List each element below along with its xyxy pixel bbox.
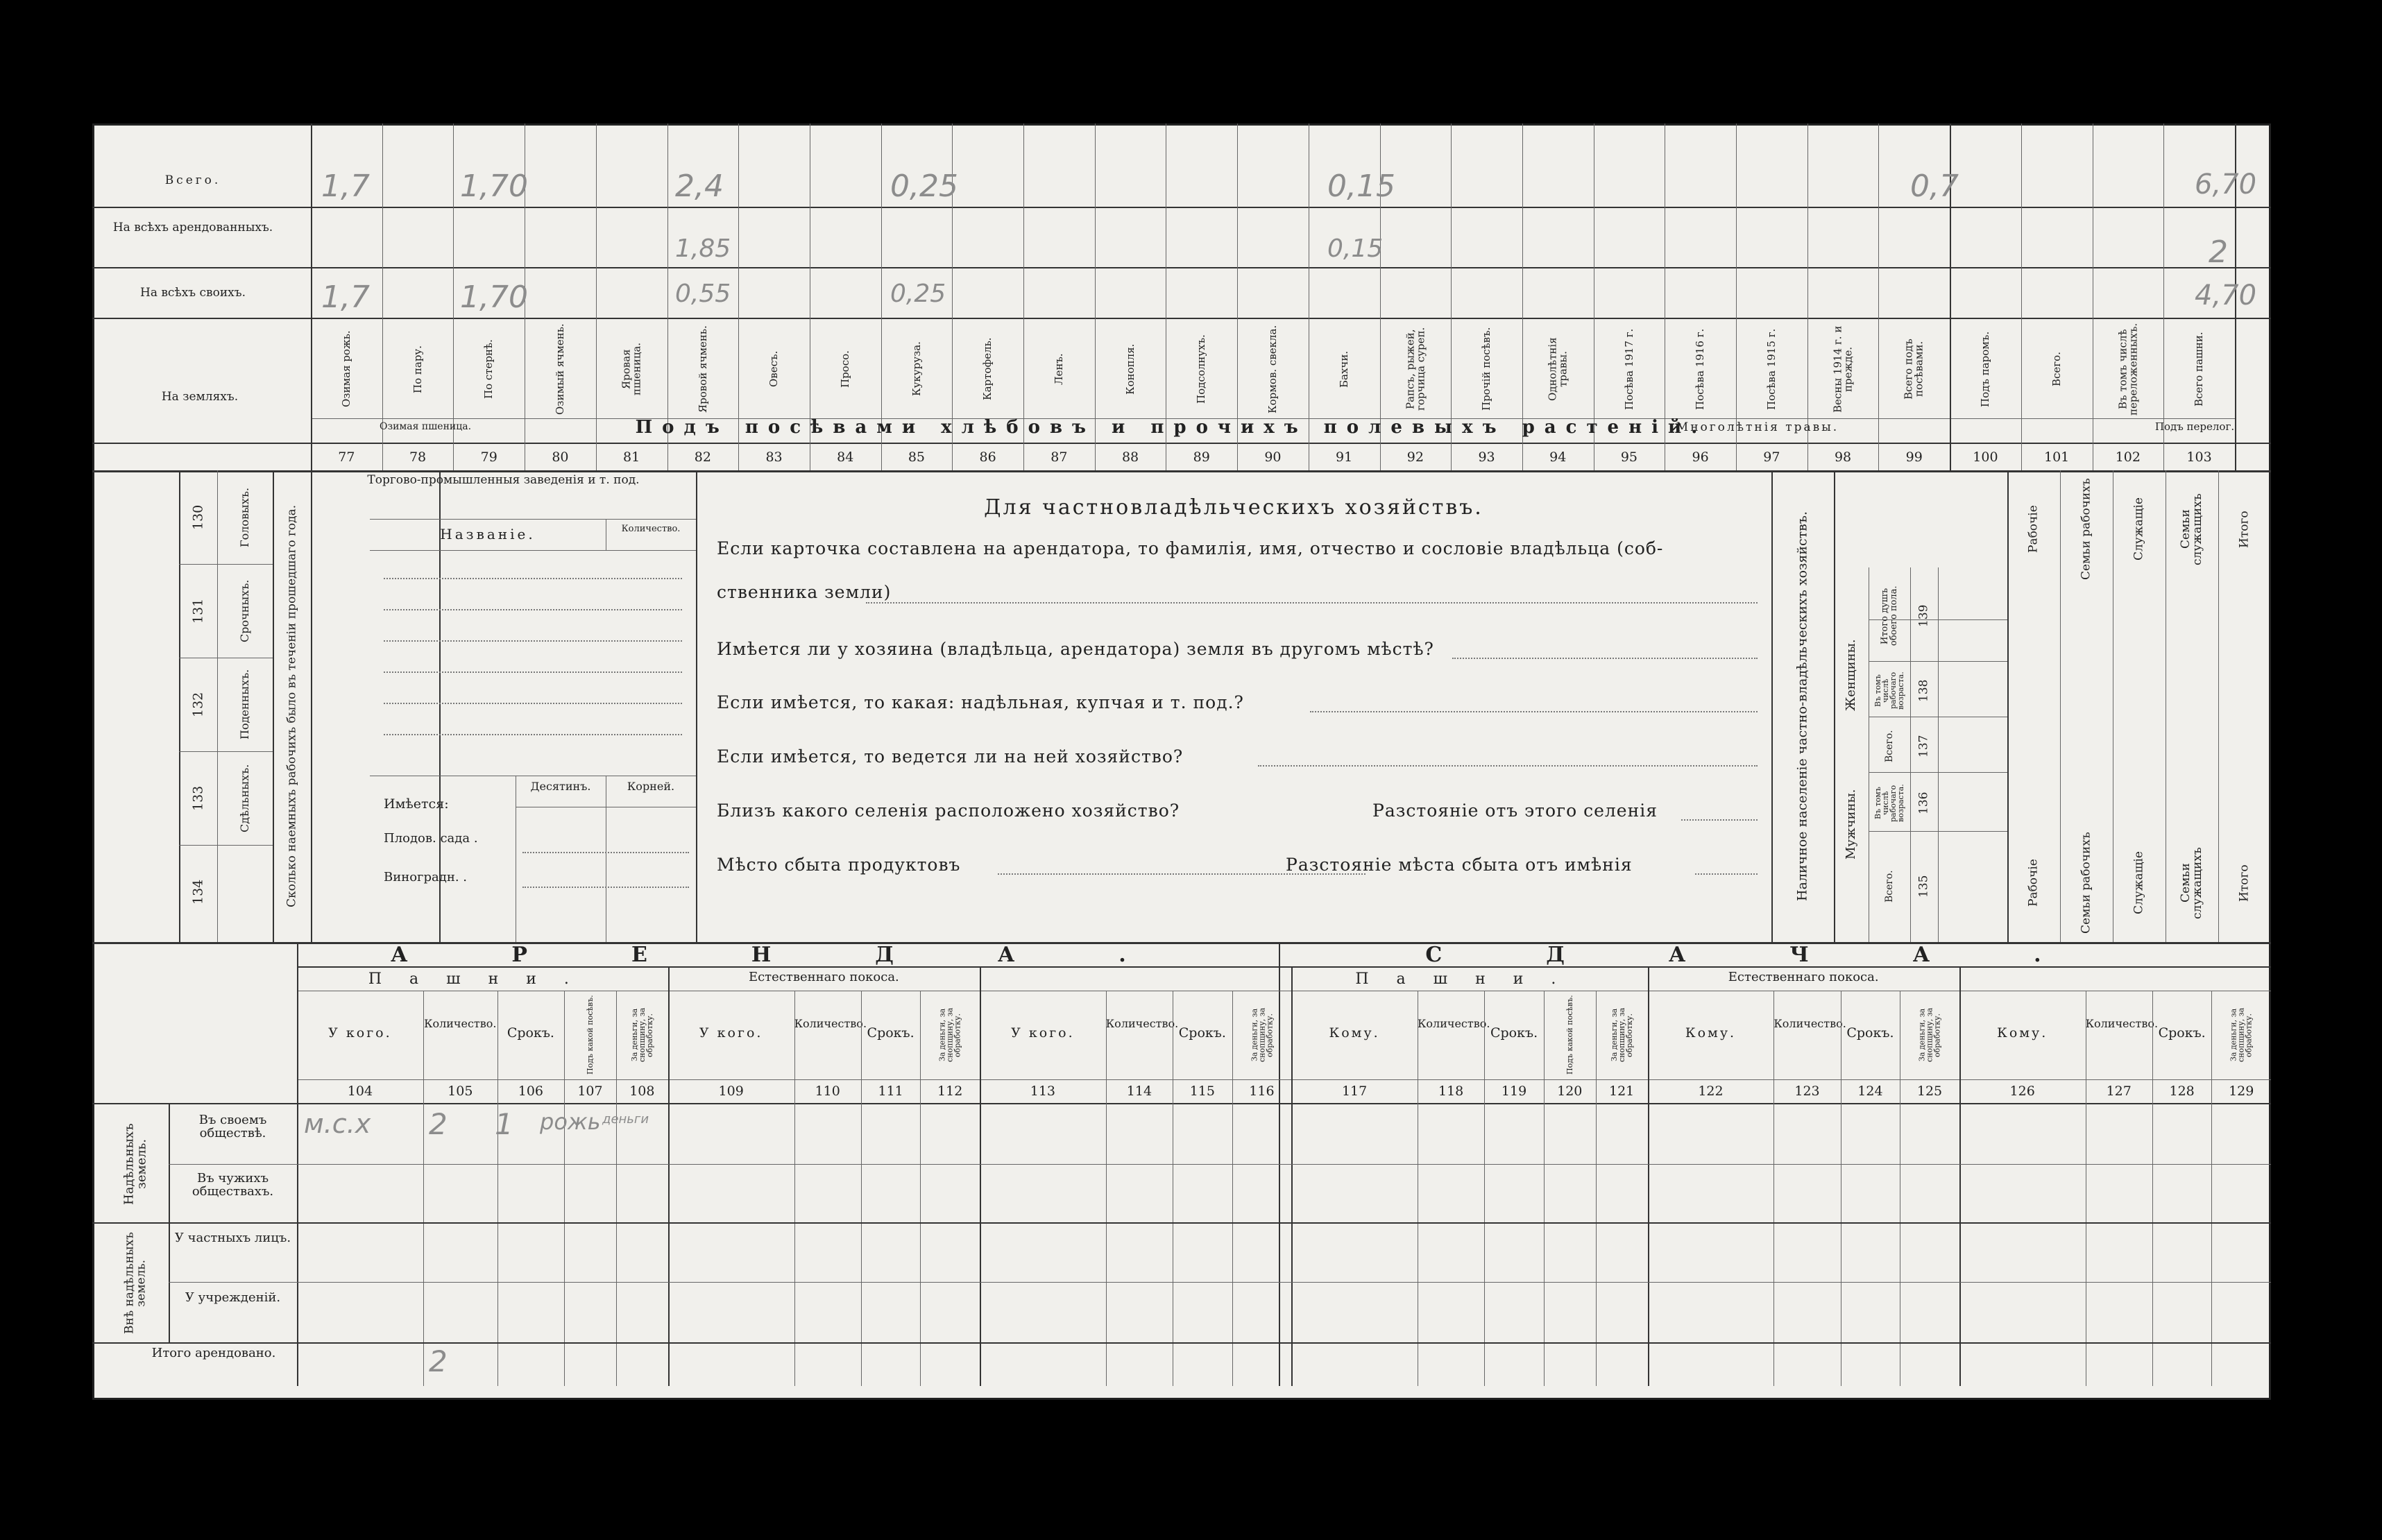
lease-col-header: Количество. bbox=[1773, 1017, 1846, 1030]
workers-col-header: Рабочіе bbox=[2026, 505, 2041, 554]
row-label-arend: На всѣхъ арендованныхъ. bbox=[112, 221, 273, 234]
answer-line[interactable] bbox=[1310, 711, 1758, 712]
rule bbox=[92, 207, 2271, 208]
population-title: Наличное населеніе частно-владѣльческихъ хозяйствъ. bbox=[1794, 511, 1810, 901]
label-sdelnykh: Сдѣльныхъ. bbox=[238, 764, 251, 832]
hw-total: 2 bbox=[429, 1344, 448, 1378]
rule bbox=[311, 123, 312, 470]
vineyards-label: Виноградн. . bbox=[384, 870, 467, 884]
column-number: 81 bbox=[623, 450, 640, 465]
hw-vsego-3: 2,4 bbox=[675, 169, 724, 204]
column-number: 92 bbox=[1406, 450, 1424, 465]
rule bbox=[1773, 991, 1774, 1386]
column-number: 119 bbox=[1501, 1084, 1527, 1099]
pop-women-total: Всего. bbox=[1884, 730, 1895, 762]
hw-svoi-1: 1,7 bbox=[321, 280, 370, 315]
row-total-leased: Итого арендовано. bbox=[151, 1346, 276, 1360]
lease-col-header: У кого. bbox=[699, 1025, 763, 1041]
question-1a: Если карточка составлена на арендатора, то фамилія, имя, отчество и сословіе владѣльца (соб- bbox=[717, 538, 1664, 558]
pop-men-working: Въ томъ числѣ рабочаго возраста. bbox=[1873, 784, 1905, 823]
rule bbox=[384, 609, 682, 610]
column-number: 109 bbox=[718, 1084, 744, 1099]
lease-col-header: За деньги, за снопщину, за обработку. bbox=[1249, 1007, 1274, 1063]
col-num-134: 134 bbox=[190, 879, 206, 905]
rule bbox=[497, 991, 498, 1386]
rule bbox=[1869, 772, 2007, 773]
lease-col-header: За деньги, за снопщину, за обработку. bbox=[629, 1007, 654, 1063]
row-label-vsego: Всего. bbox=[164, 173, 221, 187]
label-srochnykh: Срочныхъ. bbox=[238, 579, 251, 642]
row-label-zemli: На земляхъ. bbox=[161, 390, 239, 404]
column-number: 106 bbox=[518, 1084, 544, 1099]
rule bbox=[2163, 123, 2164, 470]
question-1b: ственника земли) bbox=[717, 582, 892, 602]
rule bbox=[92, 470, 2271, 472]
hw-crop: рожь bbox=[540, 1109, 601, 1135]
col-num-130: 130 bbox=[190, 504, 206, 530]
hw-svoi-5: 4,70 bbox=[2195, 280, 2257, 311]
crop-header: Кормов. свекла. bbox=[1266, 325, 1279, 413]
rule bbox=[370, 550, 696, 551]
hired-workers-label: Сколько наемныхъ рабочихъ было въ теченіи прошедшаго года. bbox=[284, 504, 299, 908]
column-number: 104 bbox=[347, 1084, 373, 1099]
crop-header: Всего. bbox=[2050, 352, 2063, 386]
arenda-title: АРЕНДА. bbox=[391, 943, 1230, 967]
column-number: 97 bbox=[1763, 450, 1780, 465]
rule bbox=[217, 470, 218, 942]
workers-col-header: Итого bbox=[2237, 864, 2252, 902]
rule bbox=[92, 443, 2271, 444]
rule bbox=[92, 1222, 2271, 1224]
column-number: 91 bbox=[1336, 450, 1353, 465]
column-number: 83 bbox=[765, 450, 783, 465]
sdacha-title: СДАЧА. bbox=[1425, 943, 2145, 967]
answer-line[interactable] bbox=[1681, 819, 1758, 821]
crop-header: Подъ паромъ. bbox=[1978, 331, 1991, 407]
question-5b: Разстояніе отъ этого селенія bbox=[1372, 801, 1658, 821]
dessiatin-header: Десятинъ. bbox=[530, 780, 591, 793]
lease-col-header: Кому. bbox=[1329, 1025, 1380, 1041]
rule bbox=[92, 1342, 2271, 1344]
column-number: 89 bbox=[1193, 450, 1210, 465]
rule bbox=[861, 991, 862, 1386]
orchards-label: Плодов. сада . bbox=[384, 831, 478, 846]
column-number: 117 bbox=[1341, 1084, 1368, 1099]
rule bbox=[2007, 470, 2009, 942]
rule bbox=[384, 578, 682, 579]
question-3: Если имѣется, то какая: надѣльная, купчая и т. под.? bbox=[717, 692, 1244, 712]
nadel-label: Надѣльныхъ земель. bbox=[121, 1123, 149, 1205]
column-number: 124 bbox=[1857, 1084, 1883, 1099]
crop-header: Картофель. bbox=[981, 337, 994, 401]
label-golovykh: Головыхъ. bbox=[238, 487, 251, 547]
rule bbox=[1938, 567, 1939, 942]
rule bbox=[696, 470, 697, 942]
rule bbox=[2021, 123, 2022, 470]
workers-col-header: Служащіе bbox=[2132, 497, 2146, 561]
crop-header: Бахчи. bbox=[1337, 350, 1350, 388]
rule bbox=[92, 1103, 2271, 1104]
crop-header: Озимая рожь. bbox=[339, 330, 352, 408]
row-private-persons: У частныхъ лицъ. bbox=[174, 1231, 291, 1245]
question-2: Имѣется ли у хозяина (владѣльца, арендатора) земля въ другомъ мѣстѣ? bbox=[717, 639, 1434, 659]
crop-header: Кукуруза. bbox=[910, 341, 923, 397]
census-card bbox=[92, 123, 2271, 1400]
lease-col-header: Количество. bbox=[1105, 1017, 1179, 1030]
rule bbox=[1910, 567, 1911, 942]
rule bbox=[564, 991, 565, 1386]
column-number: 87 bbox=[1050, 450, 1068, 465]
crop-header: Ленъ. bbox=[1052, 353, 1065, 385]
private-title: Для частновладѣльческихъ хозяйствъ. bbox=[984, 495, 1483, 520]
column-number: 96 bbox=[1692, 450, 1709, 465]
hw-vsego-4: 0,25 bbox=[890, 169, 958, 204]
lease-col-header: Количество. bbox=[1418, 1017, 1490, 1030]
crop-header: Въ томъ числѣ переложенныхъ. bbox=[2116, 323, 2139, 416]
row-label-svoi: На всѣхъ своихъ. bbox=[140, 286, 246, 300]
col-num-137: 137 bbox=[1916, 735, 1931, 758]
workers-col-header: Семьи служащихъ bbox=[2179, 847, 2204, 919]
lease-col-header: За деньги, за снопщину, за обработку. bbox=[2229, 1007, 2254, 1063]
lease-col-header: Количество. bbox=[794, 1017, 867, 1030]
roots-header: Корней. bbox=[627, 780, 675, 793]
lease-col-header: Срокъ. bbox=[867, 1025, 914, 1041]
col-num-132: 132 bbox=[190, 692, 206, 717]
lease-col-header: Кому. bbox=[1685, 1025, 1737, 1041]
group-perennial: Многолѣтнія травы. bbox=[1676, 420, 1839, 434]
question-6a: Мѣсто сбыта продуктовъ bbox=[717, 855, 961, 875]
column-number: 88 bbox=[1121, 450, 1139, 465]
rule bbox=[297, 1079, 2271, 1080]
column-number: 107 bbox=[577, 1084, 603, 1099]
rule bbox=[370, 519, 696, 520]
answer-line[interactable] bbox=[1258, 765, 1758, 767]
col-num-136: 136 bbox=[1916, 792, 1931, 815]
rule bbox=[179, 564, 273, 565]
rule bbox=[92, 267, 2271, 268]
col-num-138: 138 bbox=[1916, 679, 1931, 702]
rule bbox=[2060, 470, 2061, 942]
column-number: 82 bbox=[694, 450, 711, 465]
column-number: 118 bbox=[1438, 1084, 1464, 1099]
answer-line[interactable] bbox=[1452, 658, 1758, 659]
column-number: 113 bbox=[1030, 1084, 1056, 1099]
rule bbox=[1544, 991, 1545, 1386]
hw-vsego-2: 1,70 bbox=[460, 169, 528, 204]
lease-col-header: Срокъ. bbox=[1846, 1025, 1894, 1041]
rule bbox=[179, 470, 180, 942]
column-number: 86 bbox=[979, 450, 996, 465]
hw-vsego-7: 6,70 bbox=[2195, 169, 2257, 200]
rule bbox=[522, 887, 689, 888]
crop-header: Яровая пшеница. bbox=[620, 342, 643, 396]
row-other-society: Въ чужихъ обществахъ. bbox=[192, 1171, 274, 1199]
rule bbox=[1869, 831, 2007, 832]
crop-header: Посѣва 1917 г. bbox=[1622, 328, 1635, 410]
rule bbox=[92, 318, 2271, 319]
rule bbox=[1232, 991, 1233, 1386]
lease-subgroup: Естественнаго покоса. bbox=[1728, 970, 1879, 984]
crop-header: Посѣва 1916 г. bbox=[1694, 328, 1707, 410]
trade-qty-header: Количество. bbox=[621, 524, 681, 534]
rule bbox=[2152, 991, 2153, 1386]
lease-subgroup: Пашни. bbox=[1355, 970, 1584, 988]
hw-svoi-4: 0,25 bbox=[890, 280, 946, 308]
rule bbox=[179, 751, 273, 752]
hw-vsego-1: 1,7 bbox=[321, 169, 370, 204]
lease-col-header: Подъ какой посѣвъ. bbox=[1565, 995, 1574, 1075]
rule bbox=[522, 852, 689, 853]
rule bbox=[2218, 470, 2219, 942]
label-podennykh: Поденныхъ. bbox=[238, 669, 251, 740]
column-number: 122 bbox=[1698, 1084, 1724, 1099]
workers-col-header: Служащіе bbox=[2132, 851, 2146, 915]
pop-women: Женщины. bbox=[1844, 639, 1858, 711]
row-institutions: У учрежденій. bbox=[185, 1290, 281, 1305]
column-number: 110 bbox=[815, 1084, 840, 1099]
rule bbox=[1869, 661, 2007, 662]
col-num-133: 133 bbox=[190, 785, 206, 811]
lease-col-header: Срокъ. bbox=[507, 1025, 554, 1041]
column-number: 80 bbox=[552, 450, 569, 465]
rule bbox=[384, 734, 682, 735]
pop-women-working: Въ томъ числѣ рабочаго возраста. bbox=[1873, 671, 1905, 710]
crop-header: Однолѣтнія травы. bbox=[1546, 337, 1569, 401]
crop-header: Прочій посѣвъ. bbox=[1480, 327, 1493, 411]
hw-qty: 2 bbox=[429, 1107, 448, 1141]
pop-men-total: Всего. bbox=[1884, 870, 1895, 903]
rule bbox=[920, 991, 921, 1386]
rule bbox=[1106, 991, 1107, 1386]
pop-total-header: Итого душъ обоего пола. bbox=[1880, 585, 1899, 647]
rule bbox=[169, 1282, 2271, 1283]
rule bbox=[311, 470, 312, 942]
workers-col-header: Рабочіе bbox=[2026, 859, 2041, 907]
column-number: 120 bbox=[1557, 1084, 1583, 1099]
lease-col-header: За деньги, за снопщину, за обработку. bbox=[1609, 1007, 1634, 1063]
column-number: 98 bbox=[1834, 450, 1852, 465]
lease-col-header: У кого. bbox=[1011, 1025, 1075, 1041]
rule bbox=[382, 123, 383, 470]
rule bbox=[179, 845, 273, 846]
trade-title: Торгово-промышленныя заведенія и т. под. bbox=[367, 473, 640, 487]
lease-col-header: У кого. bbox=[328, 1025, 392, 1041]
lease-col-header: За деньги, за снопщину, за обработку. bbox=[937, 1007, 962, 1063]
row-own-society: Въ своемъ обществѣ. bbox=[198, 1113, 267, 1140]
pop-men: Мужчины. bbox=[1844, 789, 1858, 859]
rule bbox=[1596, 991, 1597, 1386]
rule bbox=[384, 703, 682, 704]
col-num-139: 139 bbox=[1916, 604, 1931, 628]
workers-col-header: Семьи служащихъ bbox=[2179, 493, 2204, 565]
lease-col-header: За деньги, за снопщину, за обработку. bbox=[1917, 1007, 1942, 1063]
column-number: 108 bbox=[629, 1084, 655, 1099]
answer-line[interactable] bbox=[1695, 873, 1758, 875]
question-5a: Близъ какого селенія расположено хозяйство? bbox=[717, 801, 1180, 821]
crop-header: Посѣва 1915 г. bbox=[1764, 328, 1778, 410]
rule bbox=[423, 991, 424, 1386]
lease-subgroup: Пашни. bbox=[368, 970, 597, 988]
band-title: Подъ посѣвами хлѣбовъ и прочихъ полевыхъ растеній. bbox=[635, 418, 1708, 438]
rule bbox=[616, 991, 617, 1386]
workers-col-header: Семьи рабочихъ bbox=[2079, 478, 2093, 581]
hw-svoi-3: 0,55 bbox=[675, 280, 731, 308]
rule bbox=[1484, 991, 1485, 1386]
lease-subgroup: Естественнаго покоса. bbox=[748, 970, 899, 984]
lease-col-header: Кому. bbox=[1997, 1025, 2048, 1041]
hw-vsego-6: 0,7 bbox=[1910, 169, 1959, 204]
column-number: 103 bbox=[2186, 450, 2212, 465]
workers-col-header: Семьи рабочихъ bbox=[2079, 832, 2093, 934]
crop-header: Яровой ячмень. bbox=[696, 325, 709, 413]
crop-header: Озимый ячмень. bbox=[553, 323, 566, 415]
column-number: 123 bbox=[1794, 1084, 1820, 1099]
rule bbox=[169, 1164, 2271, 1165]
crop-header: Подсолнухъ. bbox=[1195, 334, 1208, 404]
column-number: 128 bbox=[2169, 1084, 2195, 1099]
column-number: 84 bbox=[837, 450, 854, 465]
column-number: 99 bbox=[1905, 450, 1923, 465]
hw-terms: деньги bbox=[602, 1112, 649, 1127]
hw-arend-3: 2 bbox=[2209, 234, 2228, 270]
lease-col-header: Количество. bbox=[2085, 1017, 2159, 1030]
column-number: 129 bbox=[2229, 1084, 2254, 1099]
column-number: 95 bbox=[1620, 450, 1638, 465]
column-number: 78 bbox=[409, 450, 427, 465]
column-number: 114 bbox=[1126, 1084, 1152, 1099]
column-number: 102 bbox=[2115, 450, 2141, 465]
crop-header: Весны 1914 г. и прежде. bbox=[1831, 325, 1855, 413]
workers-col-header: Итого bbox=[2237, 511, 2252, 548]
vne-nadel-label: Внѣ надѣльныхъ земель. bbox=[122, 1232, 148, 1335]
lease-col-header: Подъ какой посѣвъ. bbox=[585, 995, 595, 1075]
crop-header: Всего подъ посѣвами. bbox=[1902, 339, 1925, 400]
column-number: 127 bbox=[2106, 1084, 2132, 1099]
column-number: 105 bbox=[448, 1084, 473, 1099]
trade-name-header: Названіе. bbox=[440, 526, 536, 542]
hw-arend-2: 0,15 bbox=[1327, 234, 1384, 263]
column-number: 115 bbox=[1189, 1084, 1215, 1099]
group-fallow: Подъ перелог. bbox=[2154, 420, 2235, 433]
lease-col-header: Срокъ. bbox=[2158, 1025, 2206, 1041]
hw-term: 1 bbox=[495, 1107, 513, 1141]
rule bbox=[384, 671, 682, 673]
crop-header: По пару. bbox=[411, 345, 424, 393]
hw-arend-1: 1,85 bbox=[675, 234, 731, 263]
column-number: 100 bbox=[1973, 450, 1998, 465]
column-number: 94 bbox=[1549, 450, 1567, 465]
rule bbox=[2211, 991, 2212, 1386]
column-number: 93 bbox=[1478, 450, 1495, 465]
column-number: 79 bbox=[480, 450, 497, 465]
crop-header: Овесъ. bbox=[767, 350, 781, 388]
crop-header: Рапсъ, рыжей, горчица суреп. bbox=[1403, 327, 1427, 411]
crop-header: Просо. bbox=[838, 350, 851, 388]
col-num-135: 135 bbox=[1916, 875, 1931, 898]
column-number: 125 bbox=[1916, 1084, 1943, 1099]
question-6b: Разстояніе мѣста сбыта отъ имѣнія bbox=[1286, 855, 1633, 875]
rule bbox=[384, 640, 682, 642]
column-number: 116 bbox=[1249, 1084, 1275, 1099]
column-number: 121 bbox=[1609, 1084, 1635, 1099]
column-number: 101 bbox=[2044, 450, 2070, 465]
hw-lessor: м.с.х bbox=[304, 1109, 371, 1139]
lease-col-header: Срокъ. bbox=[1178, 1025, 1226, 1041]
group-winter-wheat: Озимая пшеница. bbox=[379, 421, 472, 432]
rule bbox=[1771, 470, 1773, 942]
crop-header: Конопля. bbox=[1123, 343, 1137, 395]
has-label: Имѣется: bbox=[384, 796, 449, 812]
answer-line[interactable] bbox=[866, 602, 1758, 604]
hw-svoi-2: 1,70 bbox=[460, 280, 528, 315]
lease-col-header: Количество. bbox=[424, 1017, 497, 1030]
rule bbox=[794, 991, 795, 1386]
crop-header: По стернѣ. bbox=[482, 339, 495, 399]
column-number: 85 bbox=[908, 450, 926, 465]
col-num-131: 131 bbox=[190, 598, 206, 624]
lease-col-header: Срокъ. bbox=[1490, 1025, 1538, 1041]
column-number: 112 bbox=[937, 1084, 963, 1099]
column-number: 77 bbox=[338, 450, 355, 465]
crop-header: Всего пашни. bbox=[2193, 332, 2206, 407]
question-4: Если имѣется, то ведется ли на ней хозяйство? bbox=[717, 746, 1184, 767]
hw-vsego-5: 0,15 bbox=[1327, 169, 1395, 204]
column-number: 111 bbox=[878, 1084, 903, 1099]
column-number: 126 bbox=[2009, 1084, 2035, 1099]
column-number: 90 bbox=[1264, 450, 1282, 465]
